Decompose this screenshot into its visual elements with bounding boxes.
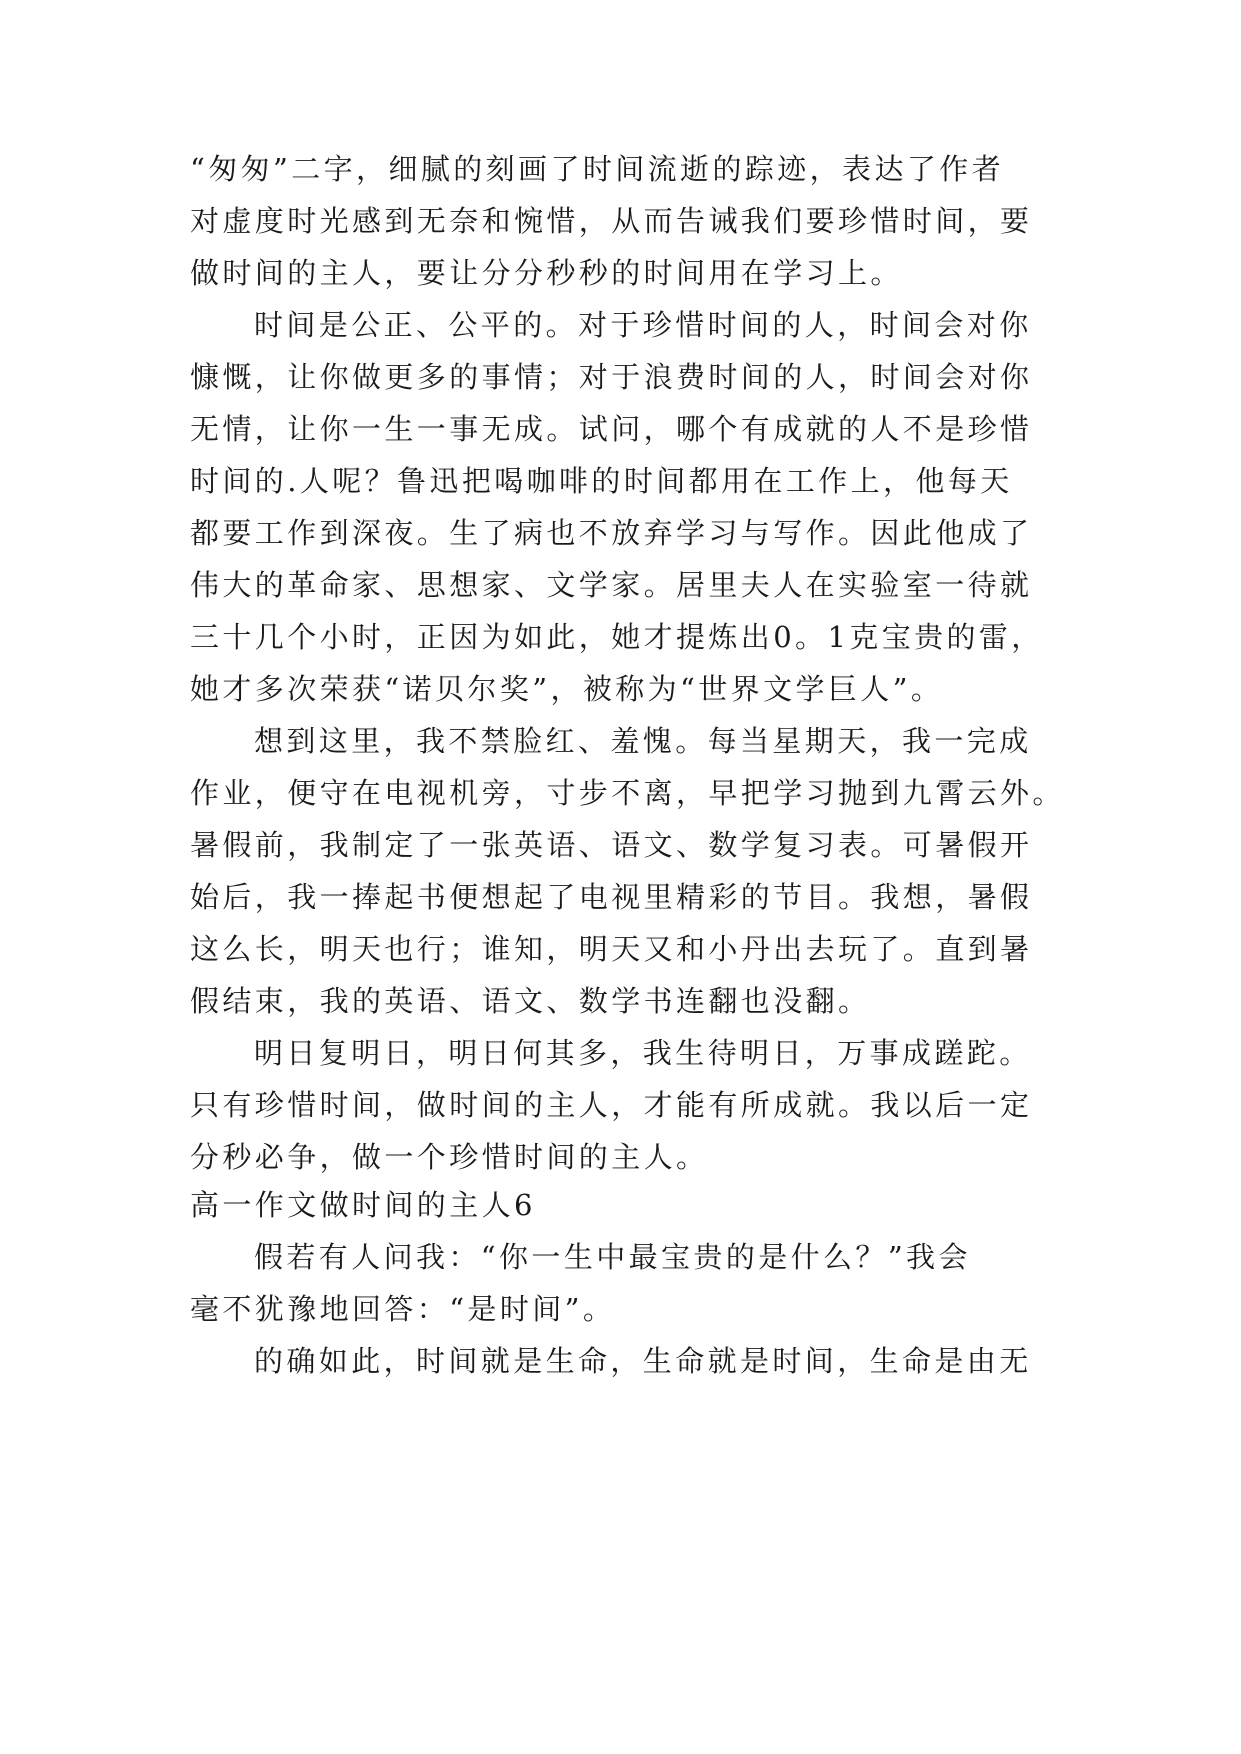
- text-line: 伟大的革命家、思想家、文学家。居里夫人在实验室一待就: [190, 568, 1033, 602]
- text-line: 三十几个小时，正因为如此，她才提炼出0。1克宝贵的雷，: [190, 620, 1044, 654]
- text-line: 明日复明日，明日何其多，我生待明日，万事成蹉跎。: [254, 1036, 1032, 1070]
- text-line: 时间是公正、公平的。对于珍惜时间的人，时间会对你: [254, 308, 1032, 342]
- text-line: “匆匆”二字，细腻的刻画了时间流逝的踪迹，表达了作者: [190, 152, 1005, 186]
- text-line: 假结束，我的英语、语文、数学书连翻也没翻。: [190, 984, 871, 1018]
- text-line: 慷慨，让你做更多的事情；对于浪费时间的人，时间会对你: [190, 360, 1033, 394]
- text-line: 无情，让你一生一事无成。试问，哪个有成就的人不是珍惜: [190, 412, 1033, 446]
- text-line: 时间的.人呢？鲁迅把喝咖啡的时间都用在工作上，他每天: [190, 464, 1013, 498]
- text-line: 对虚度时光感到无奈和惋惜，从而告诫我们要珍惜时间，要: [190, 204, 1033, 238]
- text-line: 想到这里，我不禁脸红、羞愧。每当星期天，我一完成: [254, 724, 1032, 758]
- text-line: 假若有人问我：“你一生中最宝贵的是什么？”我会: [254, 1240, 971, 1274]
- text-line: 作业，便守在电视机旁，寸步不离，早把学习抛到九霄云外。: [190, 776, 1065, 810]
- text-line: 她才多次荣获“诺贝尔奖”，被称为“世界文学巨人”。: [190, 672, 944, 706]
- text-line: 的确如此，时间就是生命，生命就是时间，生命是由无: [254, 1344, 1032, 1378]
- text-line: 做时间的主人，要让分分秒秒的时间用在学习上。: [190, 256, 903, 290]
- text-line: 分秒必争，做一个珍惜时间的主人。: [190, 1140, 709, 1174]
- text-line: 毫不犹豫地回答：“是时间”。: [190, 1292, 616, 1326]
- text-line: 只有珍惜时间，做时间的主人，才能有所成就。我以后一定: [190, 1088, 1033, 1122]
- text-line: 都要工作到深夜。生了病也不放弃学习与写作。因此他成了: [190, 516, 1033, 550]
- text-line: 这么长，明天也行；谁知，明天又和小丹出去玩了。直到暑: [190, 932, 1033, 966]
- section-heading: 高一作文做时间的主人6: [190, 1188, 536, 1222]
- text-line: 暑假前，我制定了一张英语、语文、数学复习表。可暑假开: [190, 828, 1033, 862]
- text-line: 始后，我一捧起书便想起了电视里精彩的节目。我想，暑假: [190, 880, 1033, 914]
